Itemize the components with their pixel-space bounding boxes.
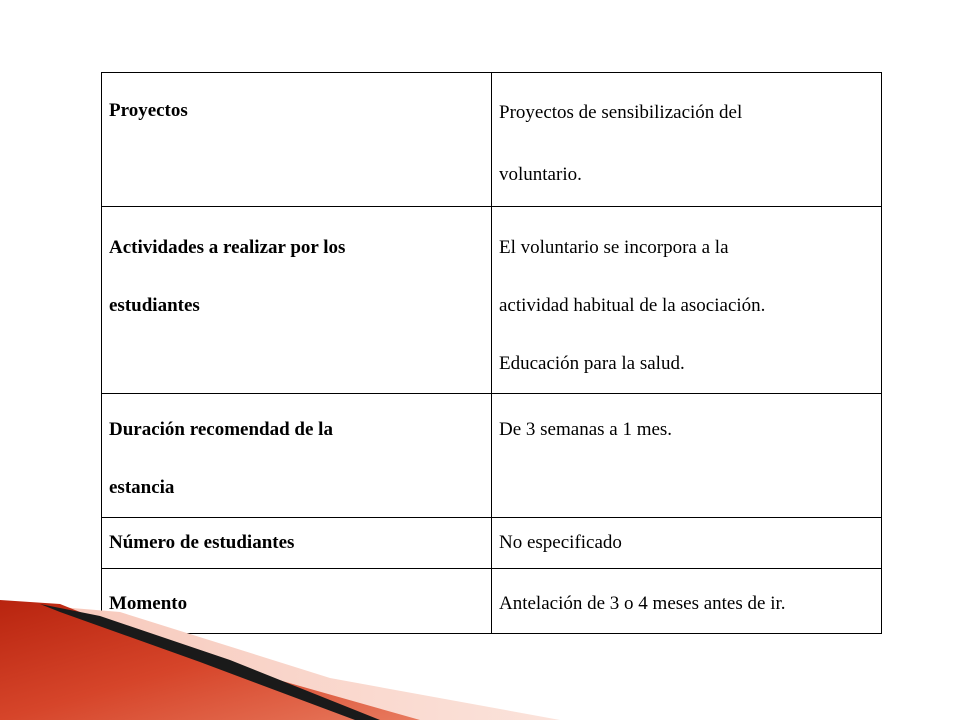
value-text (499, 401, 881, 459)
label-line: Número de estudiantes (109, 532, 295, 553)
value-line: Antelación de 3 o 4 meses antes de ir. (499, 593, 786, 614)
table-row (102, 73, 882, 207)
label-line: estancia (109, 477, 175, 498)
value-line: actividad habitual de la asociación. (499, 295, 766, 316)
value-line: De 3 semanas a 1 mes. (499, 419, 673, 440)
label-line: estudiantes (109, 295, 200, 316)
value-line: El voluntario se incorpora a la (499, 237, 729, 258)
value-text (499, 82, 881, 206)
label-line: Proyectos (109, 100, 188, 121)
decorative-swoosh (0, 560, 960, 720)
value-cell-duration (492, 394, 882, 518)
label-line: Duración recomendad de la (109, 419, 333, 440)
value-line: No especificado (499, 532, 622, 553)
label-line: Momento (109, 593, 188, 614)
value-cell-activities (492, 207, 882, 394)
label-cell-activities (102, 207, 492, 394)
label-line: Actividades a realizar por los (109, 237, 346, 258)
label-text (109, 81, 491, 141)
label-cell-projects (102, 73, 492, 207)
value-line: voluntario. (499, 164, 582, 185)
value-line: Proyectos de sensibilización del (499, 102, 743, 123)
label-text (109, 401, 491, 517)
value-cell-projects (492, 73, 882, 207)
table-row (102, 207, 882, 394)
info-table (101, 72, 882, 634)
value-line: Educación para la salud. (499, 353, 685, 374)
label-text (109, 219, 491, 335)
label-cell-duration (102, 394, 492, 518)
value-text (499, 219, 881, 393)
table-row (102, 394, 882, 518)
